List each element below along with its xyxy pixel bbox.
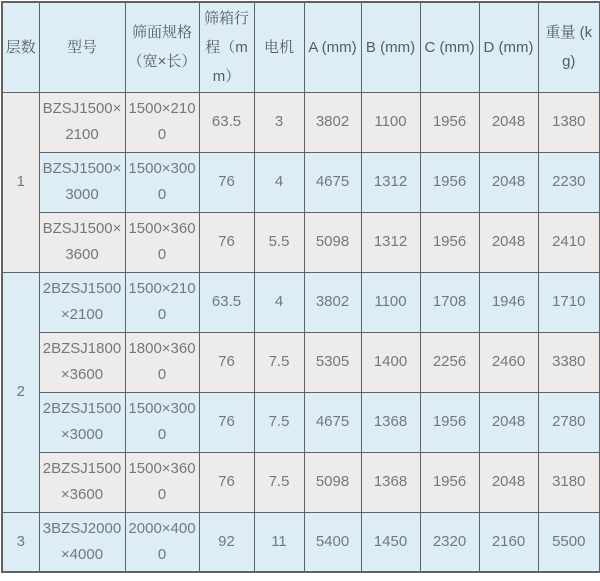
cell-weight: 2230 xyxy=(538,152,600,212)
cell-motor: 7.5 xyxy=(254,332,304,392)
cell-c: 1956 xyxy=(420,392,479,452)
table-row xyxy=(2,272,600,332)
table-body xyxy=(2,92,600,572)
cell-c: 1708 xyxy=(420,272,479,332)
cell-screen-spec: 1500×3600 xyxy=(125,452,199,512)
cell-d: 2048 xyxy=(479,392,538,452)
cell-weight: 1710 xyxy=(538,272,600,332)
cell-b: 1368 xyxy=(361,452,420,512)
cell-model: BZSJ1500×2100 xyxy=(39,92,125,152)
table-row xyxy=(2,152,600,212)
column-header-layer: 层数 xyxy=(2,2,39,92)
table-row xyxy=(2,212,600,272)
cell-a: 3802 xyxy=(304,92,361,152)
cell-a: 4675 xyxy=(304,152,361,212)
cell-a: 5400 xyxy=(304,512,361,572)
cell-b: 1100 xyxy=(361,272,420,332)
cell-stroke: 92 xyxy=(199,512,254,572)
column-header-b: B (mm) xyxy=(361,2,420,92)
cell-stroke: 63.5 xyxy=(199,92,254,152)
cell-d: 2048 xyxy=(479,212,538,272)
cell-motor: 3 xyxy=(254,92,304,152)
cell-c: 2320 xyxy=(420,512,479,572)
cell-c: 1956 xyxy=(420,152,479,212)
cell-motor: 7.5 xyxy=(254,452,304,512)
cell-a: 4675 xyxy=(304,392,361,452)
cell-motor: 11 xyxy=(254,512,304,572)
spec-table xyxy=(1,1,600,573)
cell-stroke: 63.5 xyxy=(199,272,254,332)
cell-stroke: 76 xyxy=(199,392,254,452)
column-header-model: 型号 xyxy=(39,2,125,92)
column-header-motor: 电机 xyxy=(254,2,304,92)
cell-b: 1100 xyxy=(361,92,420,152)
cell-weight: 2780 xyxy=(538,392,600,452)
header-row xyxy=(2,2,600,92)
cell-layer: 2 xyxy=(2,272,39,512)
cell-weight: 2410 xyxy=(538,212,600,272)
cell-c: 1956 xyxy=(420,92,479,152)
cell-c: 1956 xyxy=(420,212,479,272)
cell-d: 2160 xyxy=(479,512,538,572)
cell-d: 2048 xyxy=(479,92,538,152)
column-header-d: D (mm) xyxy=(479,2,538,92)
cell-screen-spec: 1500×3000 xyxy=(125,152,199,212)
cell-model: 2BZSJ1500×2100 xyxy=(39,272,125,332)
cell-motor: 4 xyxy=(254,152,304,212)
cell-model: BZSJ1500×3000 xyxy=(39,152,125,212)
cell-screen-spec: 1500×2100 xyxy=(125,92,199,152)
cell-b: 1312 xyxy=(361,152,420,212)
cell-stroke: 76 xyxy=(199,332,254,392)
cell-screen-spec: 1500×3600 xyxy=(125,212,199,272)
cell-screen-spec: 2000×4000 xyxy=(125,512,199,572)
cell-stroke: 76 xyxy=(199,212,254,272)
cell-weight: 3180 xyxy=(538,452,600,512)
cell-a: 3802 xyxy=(304,272,361,332)
cell-screen-spec: 1800×3600 xyxy=(125,332,199,392)
column-header-screen-spec: 筛面规格（宽×长） xyxy=(125,2,199,92)
cell-model: BZSJ1500×3600 xyxy=(39,212,125,272)
cell-model: 2BZSJ1500×3600 xyxy=(39,452,125,512)
column-header-weight: 重量 (kg) xyxy=(538,2,600,92)
table-row xyxy=(2,92,600,152)
cell-c: 2256 xyxy=(420,332,479,392)
table-row xyxy=(2,512,600,572)
cell-stroke: 76 xyxy=(199,452,254,512)
cell-d: 2048 xyxy=(479,452,538,512)
cell-weight: 1380 xyxy=(538,92,600,152)
cell-motor: 7.5 xyxy=(254,392,304,452)
cell-screen-spec: 1500×3000 xyxy=(125,392,199,452)
cell-motor: 4 xyxy=(254,272,304,332)
cell-layer: 1 xyxy=(2,92,39,272)
cell-model: 3BZSJ2000×4000 xyxy=(39,512,125,572)
cell-b: 1368 xyxy=(361,392,420,452)
cell-a: 5098 xyxy=(304,452,361,512)
column-header-stroke: 筛箱行程（mm） xyxy=(199,2,254,92)
column-header-a: A (mm) xyxy=(304,2,361,92)
cell-model: 2BZSJ1800×3600 xyxy=(39,332,125,392)
spec-table-wrapper xyxy=(1,1,599,573)
cell-model: 2BZSJ1500×3000 xyxy=(39,392,125,452)
cell-weight: 3380 xyxy=(538,332,600,392)
cell-layer: 3 xyxy=(2,512,39,572)
cell-b: 1450 xyxy=(361,512,420,572)
column-header-c: C (mm) xyxy=(420,2,479,92)
cell-c: 1956 xyxy=(420,452,479,512)
cell-a: 5305 xyxy=(304,332,361,392)
cell-screen-spec: 1500×2100 xyxy=(125,272,199,332)
table-row xyxy=(2,392,600,452)
table-header xyxy=(2,2,600,92)
cell-a: 5098 xyxy=(304,212,361,272)
cell-weight: 5500 xyxy=(538,512,600,572)
table-row xyxy=(2,452,600,512)
cell-stroke: 76 xyxy=(199,152,254,212)
cell-b: 1312 xyxy=(361,212,420,272)
table-row xyxy=(2,332,600,392)
cell-d: 2048 xyxy=(479,152,538,212)
cell-b: 1400 xyxy=(361,332,420,392)
cell-d: 2460 xyxy=(479,332,538,392)
cell-d: 1946 xyxy=(479,272,538,332)
cell-motor: 5.5 xyxy=(254,212,304,272)
